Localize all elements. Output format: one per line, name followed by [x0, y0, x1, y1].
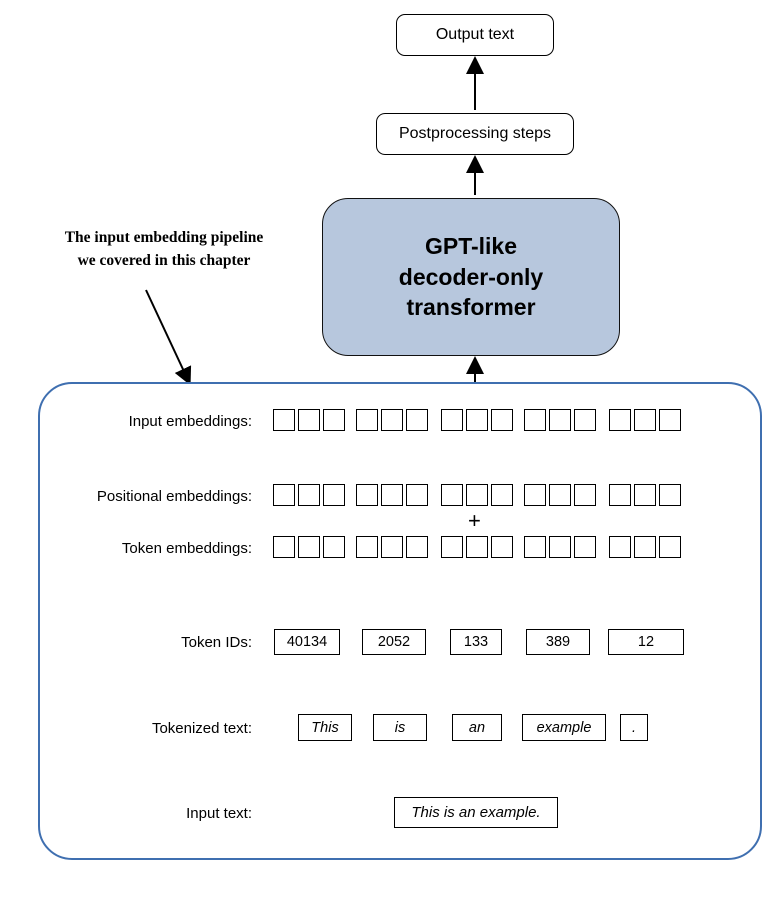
token-embedding-group	[609, 536, 681, 558]
token-embedding-cell	[634, 536, 656, 558]
positional-embedding-cell	[356, 484, 378, 506]
gpt-like-decoder-only-transformer-box[interactable]	[322, 198, 620, 356]
positional-embedding-group	[609, 484, 681, 506]
token-embedding-cell	[273, 536, 295, 558]
input-embedding-cell	[549, 409, 571, 431]
positional-embedding-cell	[441, 484, 463, 506]
token-id-box[interactable]: 133	[450, 629, 502, 655]
annotation-line-1: The input embedding pipeline	[64, 229, 264, 246]
token-id-box[interactable]: 389	[526, 629, 590, 655]
input-embedding-cell	[381, 409, 403, 431]
input-embedding-cell	[609, 409, 631, 431]
tokenized-text-box[interactable]: This	[298, 714, 352, 741]
positional-embedding-cell	[381, 484, 403, 506]
input-embedding-cell	[634, 409, 656, 431]
postprocessing-steps-box[interactable]: Postprocessing steps	[376, 113, 574, 155]
label-input-embeddings: Input embeddings:	[128, 413, 252, 430]
pipeline-annotation	[44, 226, 284, 273]
label-input-text: Input text:	[186, 805, 252, 822]
input-embedding-cell	[466, 409, 488, 431]
token-id-box[interactable]: 40134	[274, 629, 340, 655]
token-embedding-group	[524, 536, 596, 558]
label-token-ids: Token IDs:	[181, 634, 252, 651]
output-text-box[interactable]: Output text	[396, 14, 554, 56]
tokenized-text-box[interactable]: is	[373, 714, 427, 741]
transformer-line-1: GPT-like	[424, 232, 518, 259]
input-embedding-cell	[491, 409, 513, 431]
positional-embedding-group	[273, 484, 345, 506]
input-text-box[interactable]: This is an example.	[394, 797, 558, 828]
positional-embedding-group	[441, 484, 513, 506]
positional-embedding-cell	[524, 484, 546, 506]
token-embedding-group	[441, 536, 513, 558]
plus-sign: +	[468, 508, 481, 533]
positional-embedding-cell	[659, 484, 681, 506]
token-embedding-cell	[491, 536, 513, 558]
positional-embedding-cell	[609, 484, 631, 506]
token-embedding-cell	[356, 536, 378, 558]
positional-embedding-cell	[273, 484, 295, 506]
input-embedding-cell	[574, 409, 596, 431]
positional-embedding-group	[356, 484, 428, 506]
token-id-box[interactable]: 12	[608, 629, 684, 655]
positional-embedding-cell	[406, 484, 428, 506]
token-embedding-group	[356, 536, 428, 558]
label-tokenized-text: Tokenized text:	[151, 720, 252, 737]
token-embedding-cell	[381, 536, 403, 558]
tokenized-text-box[interactable]: example	[522, 714, 606, 741]
tokenized-text-box[interactable]: .	[620, 714, 648, 741]
input-embedding-cell	[298, 409, 320, 431]
token-embedding-cell	[323, 536, 345, 558]
positional-embedding-cell	[549, 484, 571, 506]
input-embedding-cell	[356, 409, 378, 431]
token-id-box[interactable]: 2052	[362, 629, 426, 655]
positional-embedding-cell	[491, 484, 513, 506]
input-embedding-group	[524, 409, 596, 431]
positional-embedding-group	[524, 484, 596, 506]
transformer-line-3: transformer	[406, 294, 536, 321]
input-embedding-cell	[273, 409, 295, 431]
token-embedding-cell	[524, 536, 546, 558]
token-embedding-cell	[574, 536, 596, 558]
input-embedding-pipeline-container	[38, 382, 762, 860]
positional-embedding-cell	[634, 484, 656, 506]
token-embedding-cell	[406, 536, 428, 558]
input-embedding-cell	[323, 409, 345, 431]
token-embedding-cell	[609, 536, 631, 558]
input-embedding-cell	[441, 409, 463, 431]
input-embedding-cell	[524, 409, 546, 431]
positional-embedding-cell	[466, 484, 488, 506]
token-embedding-cell	[441, 536, 463, 558]
positional-embedding-cell	[298, 484, 320, 506]
input-embedding-group	[356, 409, 428, 431]
input-embedding-cell	[659, 409, 681, 431]
tokenized-text-box[interactable]: an	[452, 714, 502, 741]
label-positional-embeddings: Positional embeddings:	[96, 488, 252, 505]
token-embedding-group	[273, 536, 345, 558]
input-embedding-group	[273, 409, 345, 431]
arrow-annotation-pointer	[146, 290, 188, 380]
input-embedding-group	[441, 409, 513, 431]
token-embedding-cell	[298, 536, 320, 558]
token-embedding-cell	[549, 536, 571, 558]
label-token-embeddings: Token embeddings:	[121, 540, 252, 557]
input-embedding-group	[609, 409, 681, 431]
input-embedding-cell	[406, 409, 428, 431]
token-embedding-cell	[466, 536, 488, 558]
token-embedding-cell	[659, 536, 681, 558]
annotation-line-2: we covered in this chapter	[77, 252, 251, 270]
positional-embedding-cell	[574, 484, 596, 506]
transformer-line-2: decoder-only	[398, 263, 544, 290]
positional-embedding-cell	[323, 484, 345, 506]
